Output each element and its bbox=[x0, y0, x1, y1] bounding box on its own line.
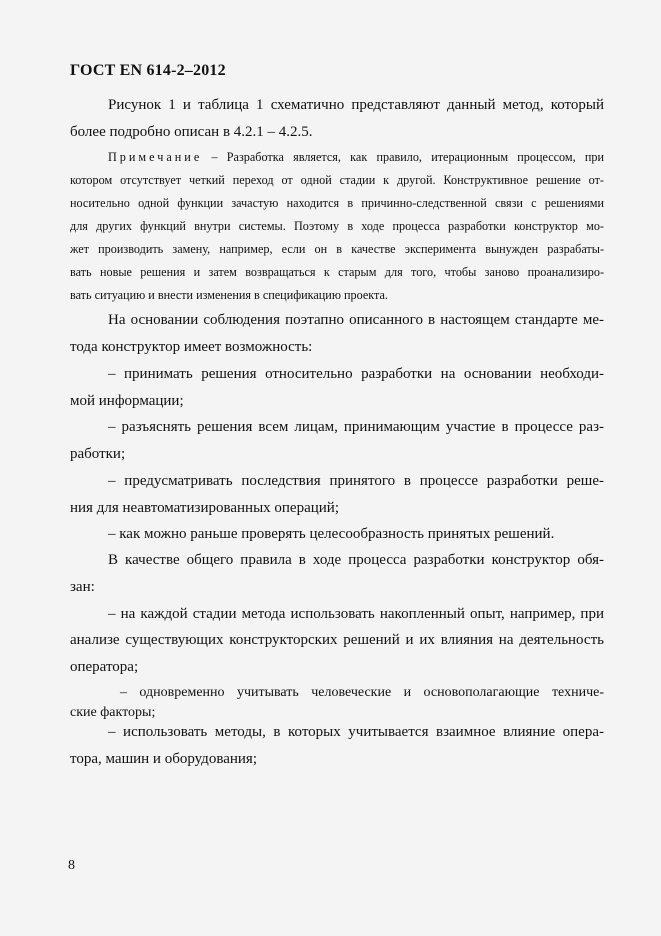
standard-header: ГОСТ EN 614-2–2012 bbox=[70, 62, 226, 79]
text-line: оператора; bbox=[70, 659, 139, 675]
text-line: тора, машин и оборудования; bbox=[70, 751, 257, 767]
text-line: Рисунок 1 и таблица 1 схематично представляют данный метод, который bbox=[108, 97, 604, 113]
list-item: – предусматривать последствия принятого в процессе разработки реше- bbox=[108, 473, 604, 489]
text-line: более подробно описан в 4.2.1 – 4.2.5. bbox=[70, 124, 313, 140]
text-line: На основании соблюдения поэтапно описанного в настоящем стандарте ме- bbox=[108, 312, 604, 328]
text-line: ния для неавтоматизированных операций; bbox=[70, 500, 339, 516]
text-line: мой информации; bbox=[70, 393, 184, 409]
text-line: работки; bbox=[70, 446, 126, 462]
list-item: – разъяснять решения всем лицам, принимающим участие в процессе раз- bbox=[108, 419, 604, 435]
list-item: – использовать методы, в которых учитывается взаимное влияние опера- bbox=[108, 724, 604, 740]
text-line: ские факторы; bbox=[70, 705, 156, 720]
list-item: – принимать решения относительно разработки на основании необходи- bbox=[108, 366, 604, 382]
text-line: В качестве общего правила в ходе процесса разработки конструктор обя- bbox=[108, 552, 604, 568]
note-label: Примечание bbox=[108, 150, 203, 164]
text-line: для других функций внутри системы. Поэтому в ходе процесса разработки конструктор мо- bbox=[70, 219, 604, 233]
text-line: жет производить замену, например, если он в качестве эксперимента вынужден разрабаты- bbox=[70, 242, 604, 256]
text-line: вать новые решения и затем возвращаться к старым для того, чтобы заново проанализиро- bbox=[70, 265, 604, 279]
list-item: – как можно раньше проверять целесообразность принятых решений. bbox=[108, 526, 555, 542]
page-number: 8 bbox=[68, 858, 75, 873]
note-first-line bbox=[108, 151, 604, 163]
list-item: – на каждой стадии метода использовать накопленный опыт, например, при bbox=[108, 606, 604, 622]
text-line: анализе существующих конструкторских решений и их влияния на деятельность bbox=[70, 632, 604, 648]
text-line: котором отсутствует четкий переход от одной стадии к другой. Конструктивное решение от- bbox=[70, 173, 604, 187]
text-line: вать ситуацию и внести изменения в спецификацию проекта. bbox=[70, 288, 388, 302]
note-text: – Разработка является, как правило, итерационным процессом, при bbox=[211, 150, 605, 164]
text-line: тода конструктор имеет возможность: bbox=[70, 339, 313, 355]
text-line: зан: bbox=[70, 579, 95, 595]
list-item: – одновременно учитывать человеческие и основополагающие техниче- bbox=[120, 685, 604, 700]
text-line: носительно одной функции зачастую находится в причинно-следственной связи с решениями bbox=[70, 196, 604, 210]
